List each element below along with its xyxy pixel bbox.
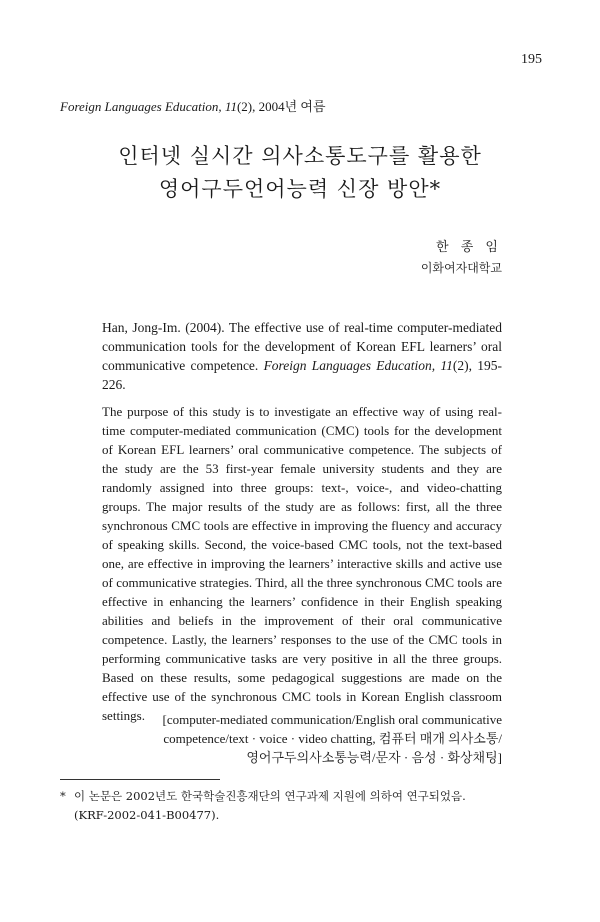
- footnote-line-2: (KRF-2002-041-B00477).: [74, 808, 220, 822]
- title-line-1: 인터넷 실시간 의사소통도구를 활용한: [118, 144, 482, 168]
- footnote-mark: *: [60, 789, 66, 803]
- author-name: 한 종 임: [436, 240, 502, 255]
- journal-name: Foreign Languages Education,: [60, 99, 222, 114]
- citation-volume: 11: [440, 358, 453, 373]
- title-line-2: 영어구두언어능력 신장 방안*: [158, 177, 442, 201]
- journal-issue-year: (2), 2004년 여름: [236, 99, 326, 114]
- author-affiliation: 이화여자대학교: [420, 261, 502, 275]
- keywords-line-2: competence/text · voice · video chatting, 컴퓨터 매개 의사소통/: [163, 731, 502, 746]
- page-number: 195: [521, 52, 542, 67]
- journal-header: [60, 96, 326, 115]
- keywords-line-1: [computer-mediated communication/English oral communicative: [162, 712, 502, 727]
- footnote: [60, 787, 530, 825]
- keywords: [102, 710, 502, 767]
- keywords-line-3: 영어구두의사소통능력/문자 · 음성 · 화상채팅]: [246, 750, 502, 765]
- paper-title: [0, 140, 600, 206]
- footnote-divider: [60, 779, 220, 780]
- journal-volume: 11: [224, 99, 237, 114]
- citation-prefix: Han, Jong-Im. (2004). The effective use of real-time computer-mediated communication tools for the development of Korean EFL learners’ oral communicative competence.: [102, 320, 502, 373]
- citation-suffix: (2), 195-226.: [102, 358, 503, 392]
- abstract: The purpose of this study is to investigate an effective way of using real-time computer-mediated communication (CMC) tools for the development of Korean EFL learners’ oral communicative competence. The subjects of the study are the 53 first-year female university students and they are randomly assigned into three groups: text-, voice-, and video-chatting groups. The major results of the study are as follows: first, all the three synchronous CMC tools are effective in improving the fluency and accuracy of speaking skills. Second, the voice-based CMC tools, not the text-based one, are effective in improving the learners’ interactive skills and active use of communicative strategies. Third, all the three synchronous CMC tools are effective in enhancing the learners’ confidence in their English speaking abilities and beliefs in the improvement of their oral communicative competence. Lastly, the learners’ responses to the use of the CMC tools in performing communicative tasks are very positive in all the three groups. Based on these results, some pedagogical suggestions are made on the effective use of the synchronous CMC tools in Korean English classroom settings.: [102, 404, 502, 723]
- footnote-line-1: 이 논문은 2002년도 한국학술진흥재단의 연구과제 지원에 의하여 연구되었음.: [74, 789, 466, 803]
- citation: [102, 318, 502, 394]
- citation-journal: Foreign Languages Education,: [263, 358, 436, 373]
